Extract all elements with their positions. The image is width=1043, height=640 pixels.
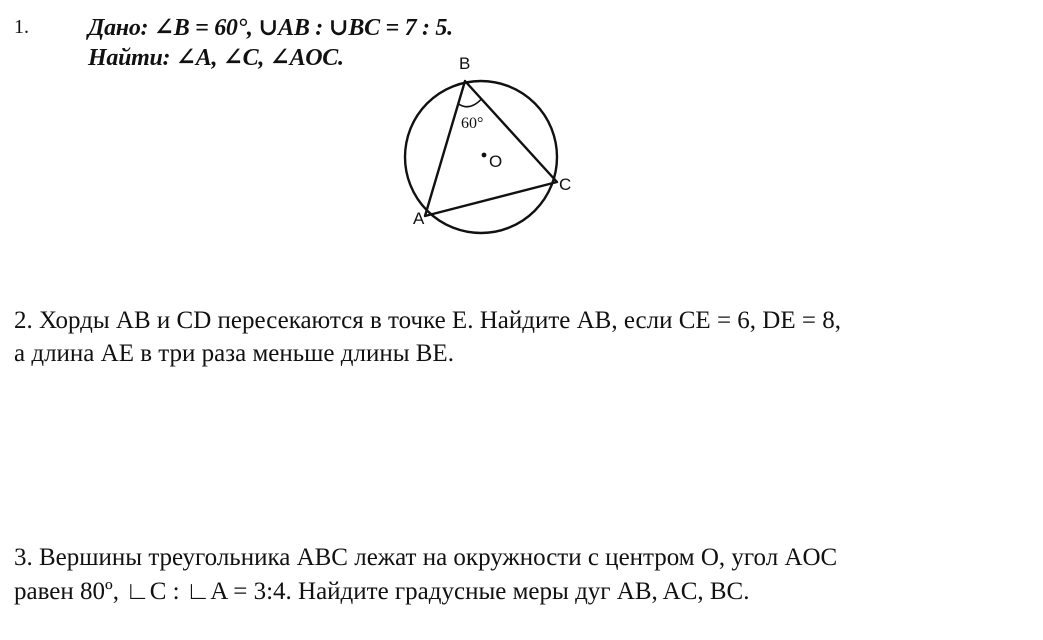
- label-o: O: [489, 152, 503, 171]
- label-c: C: [559, 175, 572, 194]
- label-b: B: [459, 54, 471, 73]
- angle-b-label: 60°: [461, 115, 484, 132]
- problem-3-line-1: 3. Вершины треугольника ABC лежат на окружности с центром O, угол AOC: [14, 544, 838, 571]
- circle-triangle-figure: [395, 52, 595, 242]
- label-a: A: [413, 209, 425, 228]
- problem-1-find: Найти: ∠A, ∠C, ∠AOC.: [88, 45, 344, 71]
- angle-b-arc: [458, 99, 482, 107]
- problem-2-line-2: а длина AE в три раза меньше длины BE.: [14, 340, 454, 367]
- center-point: [482, 153, 487, 158]
- problem-3-line-2: равен 80º, ∟C : ∟A = 3:4. Найдите градусные меры дуг AB, AC, BC.: [14, 578, 750, 605]
- triangle-abc: [425, 81, 557, 216]
- problem-1-given: Дано: ∠B = 60°, ∪AB : ∪BC = 7 : 5.: [88, 15, 453, 41]
- problem-2-line-1: 2. Хорды AB и CD пересекаются в точке E. Найдите AB, если CE = 6, DE = 8,: [14, 307, 841, 334]
- problem-1-number: 1.: [14, 16, 29, 38]
